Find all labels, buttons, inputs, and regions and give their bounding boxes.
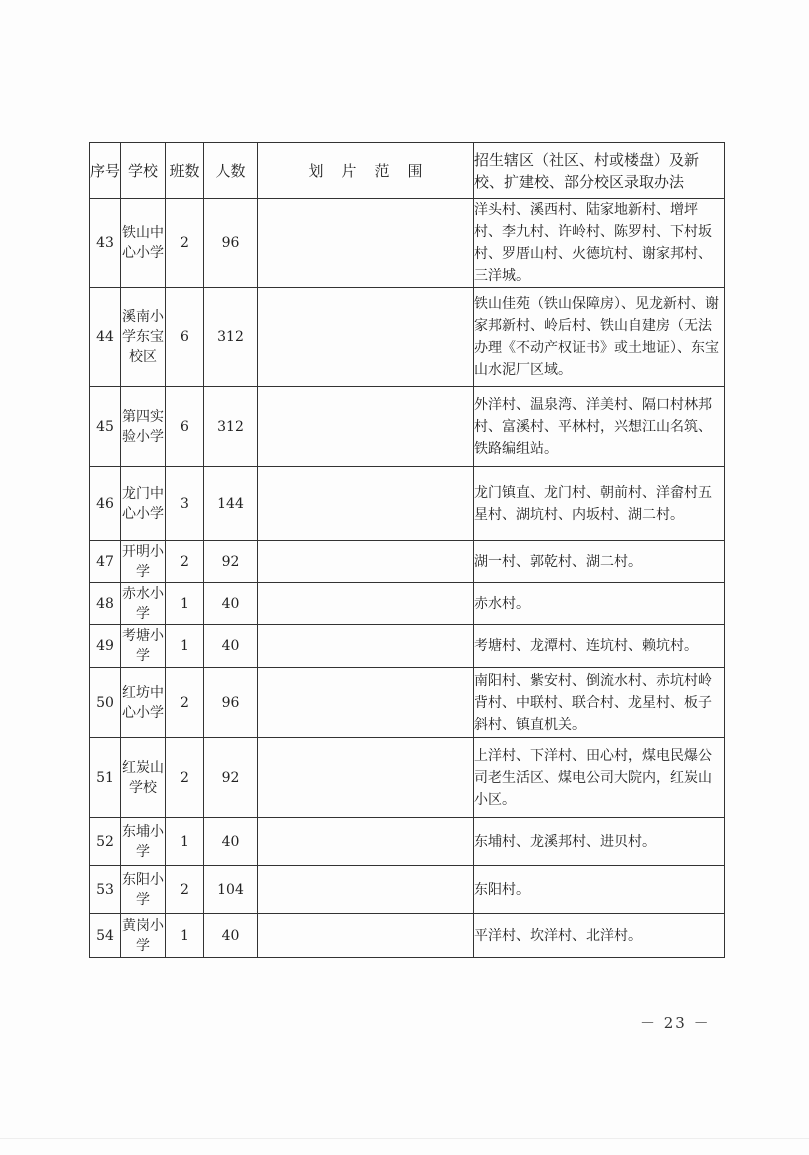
district-range xyxy=(258,541,474,583)
district-range xyxy=(258,288,474,387)
school-name: 第四实验小学 xyxy=(121,387,166,467)
district-range xyxy=(258,583,474,625)
student-count: 40 xyxy=(204,818,258,866)
student-count: 96 xyxy=(204,668,258,738)
admission-area: 湖一村、郭乾村、湖二村。 xyxy=(474,541,725,583)
class-count: 2 xyxy=(166,199,204,288)
header-school: 学校 xyxy=(121,143,166,199)
row-number: 53 xyxy=(90,866,121,914)
admission-area: 南阳村、紫安村、倒流水村、赤坑村岭背村、中联村、联合村、龙星村、板子斜村、镇直机关。 xyxy=(474,668,725,738)
district-range xyxy=(258,199,474,288)
district-range xyxy=(258,668,474,738)
school-name: 考塘小学 xyxy=(121,625,166,668)
row-number: 47 xyxy=(90,541,121,583)
admission-area: 平洋村、坎洋村、北洋村。 xyxy=(474,914,725,958)
student-count: 144 xyxy=(204,467,258,541)
table-header-row xyxy=(90,143,725,199)
student-count: 40 xyxy=(204,583,258,625)
class-count: 2 xyxy=(166,668,204,738)
district-range xyxy=(258,467,474,541)
school-name: 东埔小学 xyxy=(121,818,166,866)
school-name: 红坊中心小学 xyxy=(121,668,166,738)
class-count: 1 xyxy=(166,914,204,958)
row-number: 50 xyxy=(90,668,121,738)
table-row xyxy=(90,866,725,914)
admission-area: 外洋村、温泉湾、洋美村、隔口村林邦村、富溪村、平林村，兴想江山名筑、铁路编组站。 xyxy=(474,387,725,467)
class-count: 2 xyxy=(166,866,204,914)
page-number: － 23 － xyxy=(640,1014,711,1032)
student-count: 96 xyxy=(204,199,258,288)
row-number: 44 xyxy=(90,288,121,387)
row-number: 49 xyxy=(90,625,121,668)
header-admission: 招生辖区（社区、村或楼盘）及新校、扩建校、部分校区录取办法 xyxy=(474,143,725,199)
class-count: 1 xyxy=(166,583,204,625)
class-count: 1 xyxy=(166,625,204,668)
admission-area: 上洋村、下洋村、田心村，煤电民爆公司老生活区、煤电公司大院内，红炭山小区。 xyxy=(474,738,725,818)
admission-area: 赤水村。 xyxy=(474,583,725,625)
class-count: 6 xyxy=(166,387,204,467)
page-bottom-edge xyxy=(0,1138,809,1139)
header-range-label: 划片范围 xyxy=(308,161,441,180)
student-count: 40 xyxy=(204,625,258,668)
student-count: 92 xyxy=(204,738,258,818)
header-people: 人数 xyxy=(204,143,258,199)
admission-area: 东埔村、龙溪邦村、进贝村。 xyxy=(474,818,725,866)
table-row xyxy=(90,914,725,958)
school-name: 溪南小学东宝校区 xyxy=(121,288,166,387)
class-count: 2 xyxy=(166,738,204,818)
class-count: 6 xyxy=(166,288,204,387)
school-name: 黄岗小学 xyxy=(121,914,166,958)
table-row xyxy=(90,625,725,668)
school-name: 开明小学 xyxy=(121,541,166,583)
row-number: 45 xyxy=(90,387,121,467)
district-range xyxy=(258,818,474,866)
school-name: 东阳小学 xyxy=(121,866,166,914)
school-name: 赤水小学 xyxy=(121,583,166,625)
student-count: 312 xyxy=(204,387,258,467)
row-number: 46 xyxy=(90,467,121,541)
class-count: 3 xyxy=(166,467,204,541)
table-row xyxy=(90,199,725,288)
row-number: 52 xyxy=(90,818,121,866)
table-row xyxy=(90,818,725,866)
student-count: 104 xyxy=(204,866,258,914)
student-count: 40 xyxy=(204,914,258,958)
district-range xyxy=(258,866,474,914)
table-row xyxy=(90,288,725,387)
class-count: 1 xyxy=(166,818,204,866)
row-number: 43 xyxy=(90,199,121,288)
district-range xyxy=(258,914,474,958)
student-count: 312 xyxy=(204,288,258,387)
district-range xyxy=(258,625,474,668)
header-no: 序号 xyxy=(90,143,121,199)
table-row xyxy=(90,541,725,583)
student-count: 92 xyxy=(204,541,258,583)
table-row xyxy=(90,668,725,738)
row-number: 51 xyxy=(90,738,121,818)
school-name: 红炭山学校 xyxy=(121,738,166,818)
admission-area: 东阳村。 xyxy=(474,866,725,914)
table-row xyxy=(90,583,725,625)
table-row xyxy=(90,467,725,541)
school-name: 铁山中心小学 xyxy=(121,199,166,288)
class-count: 2 xyxy=(166,541,204,583)
row-number: 48 xyxy=(90,583,121,625)
header-range xyxy=(258,143,474,199)
admission-area: 龙门镇直、龙门村、朝前村、洋畲村五星村、湖坑村、内坂村、湖二村。 xyxy=(474,467,725,541)
table-row xyxy=(90,738,725,818)
header-classes: 班数 xyxy=(166,143,204,199)
school-name: 龙门中心小学 xyxy=(121,467,166,541)
admission-area: 考塘村、龙潭村、连坑村、赖坑村。 xyxy=(474,625,725,668)
enrollment-table xyxy=(89,142,725,958)
district-range xyxy=(258,387,474,467)
row-number: 54 xyxy=(90,914,121,958)
table-row xyxy=(90,387,725,467)
district-range xyxy=(258,738,474,818)
admission-area: 洋头村、溪西村、陆家地新村、增坪村、李九村、许岭村、陈罗村、下村坂村、罗厝山村、火德坑村、谢家邦村、三洋城。 xyxy=(474,199,725,288)
admission-area: 铁山佳苑（铁山保障房）、见龙新村、谢家邦新村、岭后村、铁山自建房（无法办理《不动产权证书》或土地证）、东宝山水泥厂区域。 xyxy=(474,288,725,387)
